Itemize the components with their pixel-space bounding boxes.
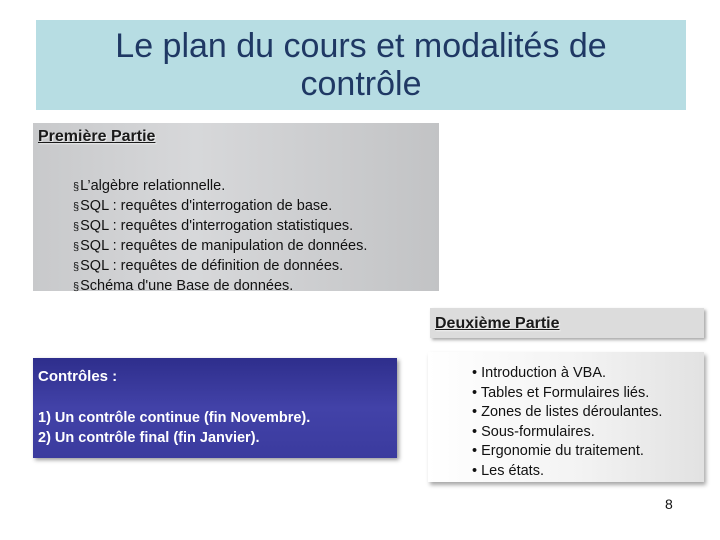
list-item: • Ergonomie du traitement. <box>472 443 644 459</box>
list-item: • Zones de listes déroulantes. <box>472 404 663 420</box>
bullet-marker: § <box>73 261 80 273</box>
bullet-marker: § <box>73 241 80 253</box>
list-item: • Introduction à VBA. <box>472 365 607 381</box>
list-item: 2) Un contrôle final (fin Janvier). <box>38 430 260 446</box>
bullet-marker: § <box>73 221 80 233</box>
list-item: §SQL : requêtes de manipulation de données. <box>73 238 368 254</box>
controls-box <box>33 358 397 458</box>
list-item: 1) Un contrôle continue (fin Novembre). <box>38 410 311 426</box>
bullet-marker: § <box>73 201 80 213</box>
page-number: 8 <box>665 496 673 512</box>
slide-title: Le plan du cours et modalités de contrôle <box>115 27 607 103</box>
part2-box <box>428 352 704 482</box>
part1-heading: Première Partie <box>38 128 156 145</box>
bullet-marker: § <box>73 281 80 293</box>
part2-heading: Deuxième Partie <box>435 315 560 332</box>
list-item: §Schéma d'une Base de données. <box>73 278 294 294</box>
list-item: §SQL : requêtes d'interrogation de base. <box>73 198 333 214</box>
part2-list <box>472 364 662 481</box>
list-item: • Tables et Formulaires liés. <box>472 384 650 401</box>
list-item: §SQL : requêtes d'interrogation statistiques. <box>73 218 354 234</box>
controls-title: Contrôles : <box>38 368 118 385</box>
part1-list <box>73 177 367 297</box>
list-item: • Sous-formulaires. <box>472 423 595 440</box>
list-item: §L’algèbre relationnelle. <box>73 178 226 194</box>
slide-title-box <box>36 20 686 110</box>
part1-box <box>33 123 439 294</box>
list-item: §SQL : requêtes de définition de données. <box>73 258 344 274</box>
controls-list <box>38 408 310 448</box>
part2-heading-box <box>430 308 704 338</box>
bullet-marker: § <box>73 181 80 193</box>
list-item: • Les états. <box>472 462 544 479</box>
